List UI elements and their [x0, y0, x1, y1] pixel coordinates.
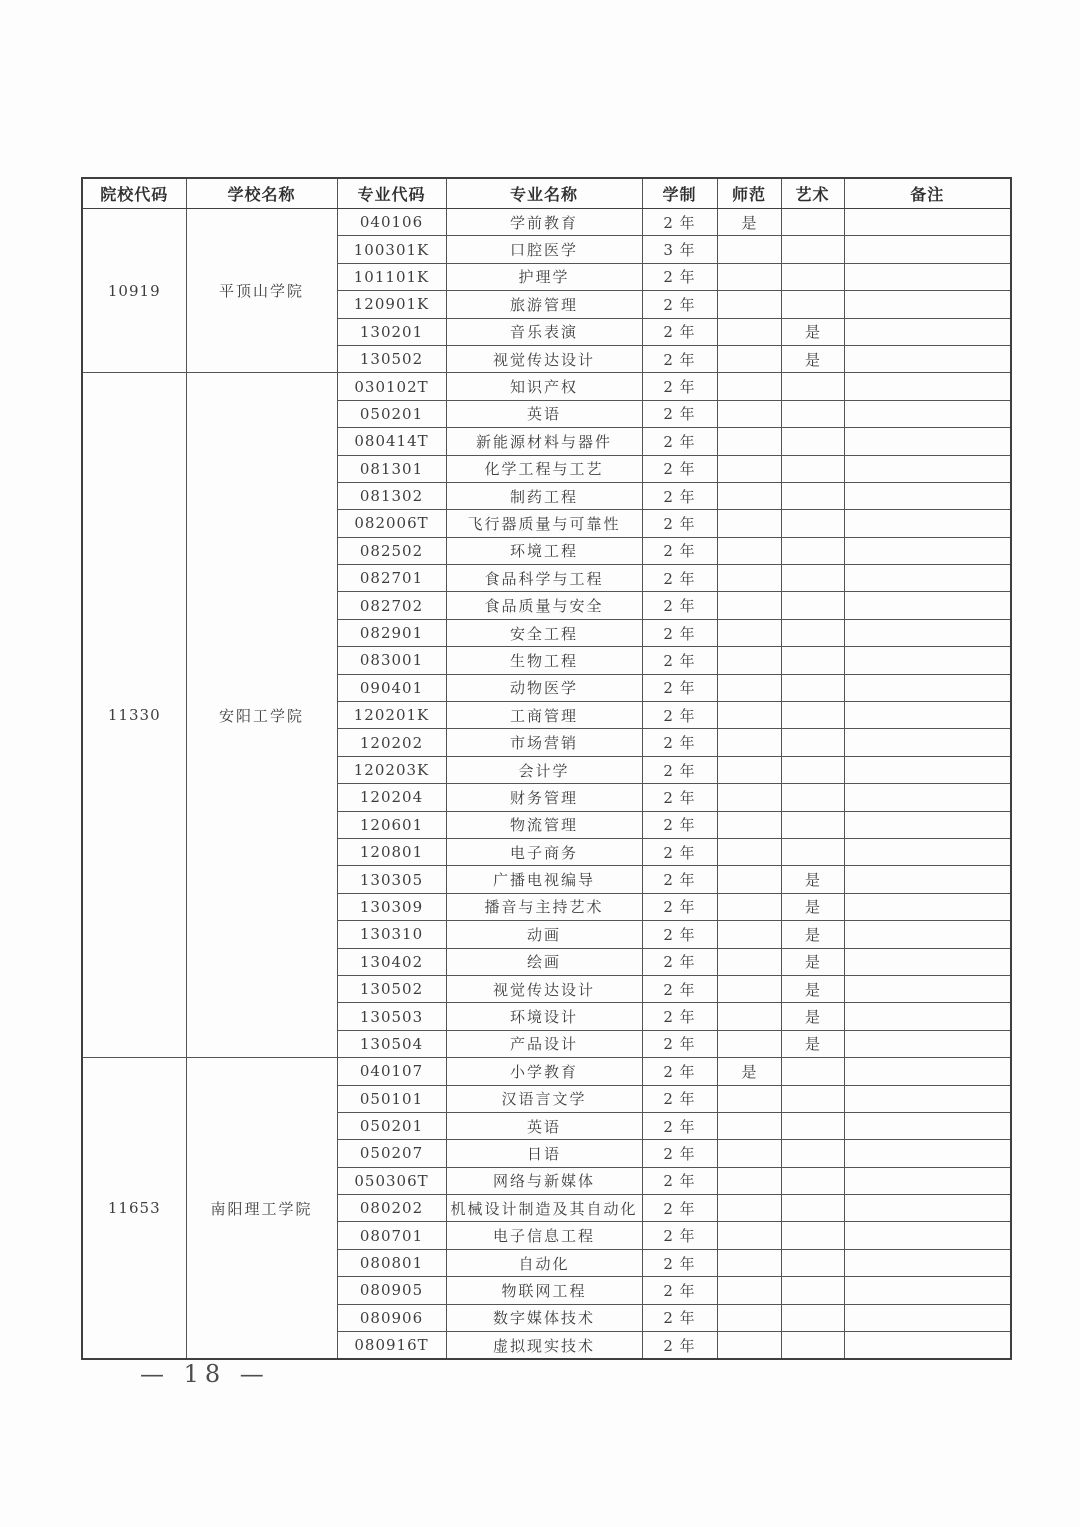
major-code-cell: 050201	[337, 400, 446, 427]
duration-cell: 2 年	[642, 811, 717, 838]
duration-cell: 2 年	[642, 373, 717, 400]
duration-cell: 2 年	[642, 455, 717, 482]
normal-flag-cell	[717, 1222, 781, 1249]
remark-cell	[844, 510, 1011, 537]
duration-cell: 2 年	[642, 1058, 717, 1085]
art-flag-cell	[781, 1304, 844, 1331]
major-name-cell: 口腔医学	[446, 236, 642, 263]
duration-cell: 2 年	[642, 428, 717, 455]
remark-cell	[844, 209, 1011, 236]
normal-flag-cell	[717, 428, 781, 455]
duration-cell: 2 年	[642, 263, 717, 290]
normal-flag-cell	[717, 592, 781, 619]
art-flag-cell	[781, 428, 844, 455]
duration-cell: 2 年	[642, 291, 717, 318]
major-name-cell: 食品科学与工程	[446, 565, 642, 592]
remark-cell	[844, 729, 1011, 756]
duration-cell: 2 年	[642, 948, 717, 975]
art-flag-cell	[781, 674, 844, 701]
duration-cell: 2 年	[642, 345, 717, 372]
major-code-cell: 080905	[337, 1277, 446, 1304]
remark-cell	[844, 1112, 1011, 1139]
major-code-cell: 082701	[337, 565, 446, 592]
header-art: 艺术	[781, 178, 844, 209]
major-name-cell: 播音与主持艺术	[446, 893, 642, 920]
major-name-cell: 动物医学	[446, 674, 642, 701]
major-code-cell: 050306T	[337, 1167, 446, 1194]
major-name-cell: 护理学	[446, 263, 642, 290]
major-name-cell: 制药工程	[446, 482, 642, 509]
remark-cell	[844, 838, 1011, 865]
remark-cell	[844, 784, 1011, 811]
duration-cell: 2 年	[642, 674, 717, 701]
normal-flag-cell	[717, 619, 781, 646]
major-code-cell: 120203K	[337, 756, 446, 783]
major-code-cell: 120601	[337, 811, 446, 838]
admissions-table	[81, 177, 1012, 1360]
normal-flag-cell	[717, 1249, 781, 1276]
major-code-cell: 082006T	[337, 510, 446, 537]
art-flag-cell	[781, 482, 844, 509]
duration-cell: 2 年	[642, 729, 717, 756]
duration-cell: 2 年	[642, 1304, 717, 1331]
art-flag-cell	[781, 537, 844, 564]
duration-cell: 2 年	[642, 537, 717, 564]
normal-flag-cell	[717, 702, 781, 729]
normal-flag-cell	[717, 510, 781, 537]
major-code-cell: 050101	[337, 1085, 446, 1112]
art-flag-cell	[781, 1195, 844, 1222]
art-flag-cell	[781, 838, 844, 865]
major-name-cell: 音乐表演	[446, 318, 642, 345]
duration-cell: 2 年	[642, 482, 717, 509]
major-name-cell: 食品质量与安全	[446, 592, 642, 619]
major-code-cell: 120901K	[337, 291, 446, 318]
major-name-cell: 知识产权	[446, 373, 642, 400]
art-flag-cell	[781, 647, 844, 674]
major-code-cell: 100301K	[337, 236, 446, 263]
duration-cell: 2 年	[642, 1277, 717, 1304]
major-code-cell: 080414T	[337, 428, 446, 455]
major-name-cell: 视觉传达设计	[446, 975, 642, 1002]
remark-cell	[844, 291, 1011, 318]
major-code-cell: 130309	[337, 893, 446, 920]
normal-flag-cell	[717, 975, 781, 1002]
normal-flag-cell	[717, 565, 781, 592]
duration-cell: 2 年	[642, 619, 717, 646]
major-name-cell: 自动化	[446, 1249, 642, 1276]
normal-flag-cell	[717, 866, 781, 893]
remark-cell	[844, 619, 1011, 646]
art-flag-cell	[781, 209, 844, 236]
major-code-cell: 080906	[337, 1304, 446, 1331]
duration-cell: 2 年	[642, 592, 717, 619]
duration-cell: 2 年	[642, 838, 717, 865]
major-code-cell: 050207	[337, 1140, 446, 1167]
art-flag-cell	[781, 1222, 844, 1249]
art-flag-cell	[781, 1112, 844, 1139]
major-code-cell: 120202	[337, 729, 446, 756]
duration-cell: 2 年	[642, 1167, 717, 1194]
major-code-cell: 082502	[337, 537, 446, 564]
major-code-cell: 081302	[337, 482, 446, 509]
header-school-name: 学校名称	[186, 178, 337, 209]
remark-cell	[844, 318, 1011, 345]
art-flag-cell	[781, 1085, 844, 1112]
major-code-cell: 130305	[337, 866, 446, 893]
remark-cell	[844, 1030, 1011, 1057]
remark-cell	[844, 1195, 1011, 1222]
art-flag-cell	[781, 702, 844, 729]
remark-cell	[844, 975, 1011, 1002]
art-flag-cell: 是	[781, 866, 844, 893]
duration-cell: 2 年	[642, 318, 717, 345]
normal-flag-cell	[717, 948, 781, 975]
major-name-cell: 新能源材料与器件	[446, 428, 642, 455]
normal-flag-cell	[717, 1140, 781, 1167]
major-code-cell: 130502	[337, 345, 446, 372]
major-name-cell: 小学教育	[446, 1058, 642, 1085]
art-flag-cell	[781, 236, 844, 263]
major-name-cell: 财务管理	[446, 784, 642, 811]
art-flag-cell	[781, 1277, 844, 1304]
art-flag-cell	[781, 373, 844, 400]
normal-flag-cell	[717, 291, 781, 318]
art-flag-cell	[781, 1058, 844, 1085]
duration-cell: 2 年	[642, 784, 717, 811]
major-code-cell: 130310	[337, 921, 446, 948]
art-flag-cell: 是	[781, 893, 844, 920]
art-flag-cell: 是	[781, 318, 844, 345]
normal-flag-cell	[717, 455, 781, 482]
art-flag-cell	[781, 1167, 844, 1194]
normal-flag-cell	[717, 674, 781, 701]
art-flag-cell	[781, 1140, 844, 1167]
major-name-cell: 环境设计	[446, 1003, 642, 1030]
remark-cell	[844, 1304, 1011, 1331]
normal-flag-cell	[717, 400, 781, 427]
major-name-cell: 环境工程	[446, 537, 642, 564]
art-flag-cell	[781, 1249, 844, 1276]
table-row	[82, 209, 1011, 236]
major-name-cell: 产品设计	[446, 1030, 642, 1057]
major-code-cell: 130502	[337, 975, 446, 1002]
school-code-cell: 11330	[82, 373, 186, 1058]
remark-cell	[844, 345, 1011, 372]
duration-cell: 2 年	[642, 1332, 717, 1360]
normal-flag-cell	[717, 647, 781, 674]
remark-cell	[844, 1058, 1011, 1085]
normal-flag-cell	[717, 537, 781, 564]
major-name-cell: 会计学	[446, 756, 642, 783]
major-name-cell: 日语	[446, 1140, 642, 1167]
major-name-cell: 网络与新媒体	[446, 1167, 642, 1194]
major-name-cell: 汉语言文学	[446, 1085, 642, 1112]
major-name-cell: 英语	[446, 1112, 642, 1139]
normal-flag-cell	[717, 1112, 781, 1139]
major-code-cell: 081301	[337, 455, 446, 482]
major-name-cell: 电子商务	[446, 838, 642, 865]
major-name-cell: 物联网工程	[446, 1277, 642, 1304]
remark-cell	[844, 236, 1011, 263]
normal-flag-cell	[717, 784, 781, 811]
duration-cell: 2 年	[642, 1112, 717, 1139]
duration-cell: 2 年	[642, 565, 717, 592]
art-flag-cell	[781, 400, 844, 427]
duration-cell: 2 年	[642, 209, 717, 236]
remark-cell	[844, 537, 1011, 564]
art-flag-cell: 是	[781, 948, 844, 975]
remark-cell	[844, 674, 1011, 701]
normal-flag-cell	[717, 1030, 781, 1057]
duration-cell: 2 年	[642, 647, 717, 674]
major-name-cell: 飞行器质量与可靠性	[446, 510, 642, 537]
normal-flag-cell	[717, 345, 781, 372]
page-number: — 18 —	[140, 1360, 270, 1388]
major-name-cell: 英语	[446, 400, 642, 427]
normal-flag-cell	[717, 1195, 781, 1222]
art-flag-cell	[781, 756, 844, 783]
header-remark: 备注	[844, 178, 1011, 209]
art-flag-cell: 是	[781, 345, 844, 372]
normal-flag-cell	[717, 921, 781, 948]
major-name-cell: 物流管理	[446, 811, 642, 838]
art-flag-cell: 是	[781, 1030, 844, 1057]
major-code-cell: 130504	[337, 1030, 446, 1057]
normal-flag-cell: 是	[717, 209, 781, 236]
table-row	[82, 373, 1011, 400]
normal-flag-cell	[717, 1277, 781, 1304]
header-normal: 师范	[717, 178, 781, 209]
art-flag-cell	[781, 565, 844, 592]
admissions-table-body	[82, 209, 1011, 1360]
remark-cell	[844, 592, 1011, 619]
duration-cell: 2 年	[642, 1249, 717, 1276]
header-school-code: 院校代码	[82, 178, 186, 209]
header-major-code: 专业代码	[337, 178, 446, 209]
normal-flag-cell	[717, 893, 781, 920]
major-name-cell: 数字媒体技术	[446, 1304, 642, 1331]
school-code-cell: 11653	[82, 1058, 186, 1360]
table-header-row	[82, 178, 1011, 209]
remark-cell	[844, 921, 1011, 948]
major-code-cell: 083001	[337, 647, 446, 674]
duration-cell: 2 年	[642, 756, 717, 783]
remark-cell	[844, 1249, 1011, 1276]
remark-cell	[844, 565, 1011, 592]
major-name-cell: 广播电视编导	[446, 866, 642, 893]
remark-cell	[844, 1085, 1011, 1112]
remark-cell	[844, 948, 1011, 975]
major-name-cell: 学前教育	[446, 209, 642, 236]
major-code-cell: 080801	[337, 1249, 446, 1276]
normal-flag-cell	[717, 1003, 781, 1030]
remark-cell	[844, 866, 1011, 893]
normal-flag-cell	[717, 811, 781, 838]
remark-cell	[844, 647, 1011, 674]
duration-cell: 2 年	[642, 1222, 717, 1249]
remark-cell	[844, 263, 1011, 290]
normal-flag-cell	[717, 838, 781, 865]
duration-cell: 3 年	[642, 236, 717, 263]
art-flag-cell: 是	[781, 921, 844, 948]
art-flag-cell	[781, 510, 844, 537]
duration-cell: 2 年	[642, 510, 717, 537]
school-name-cell: 安阳工学院	[186, 373, 337, 1058]
school-name-cell: 平顶山学院	[186, 209, 337, 373]
major-code-cell: 120201K	[337, 702, 446, 729]
normal-flag-cell	[717, 1304, 781, 1331]
normal-flag-cell	[717, 236, 781, 263]
table-row	[82, 1058, 1011, 1085]
remark-cell	[844, 455, 1011, 482]
major-name-cell: 安全工程	[446, 619, 642, 646]
art-flag-cell	[781, 291, 844, 318]
major-name-cell: 市场营销	[446, 729, 642, 756]
school-code-cell: 10919	[82, 209, 186, 373]
normal-flag-cell	[717, 1332, 781, 1360]
normal-flag-cell	[717, 482, 781, 509]
art-flag-cell	[781, 1332, 844, 1360]
major-code-cell: 130201	[337, 318, 446, 345]
header-major-name: 专业名称	[446, 178, 642, 209]
remark-cell	[844, 428, 1011, 455]
school-name-cell: 南阳理工学院	[186, 1058, 337, 1360]
remark-cell	[844, 482, 1011, 509]
remark-cell	[844, 1167, 1011, 1194]
duration-cell: 2 年	[642, 893, 717, 920]
duration-cell: 2 年	[642, 1085, 717, 1112]
remark-cell	[844, 811, 1011, 838]
major-name-cell: 虚拟现实技术	[446, 1332, 642, 1360]
normal-flag-cell	[717, 729, 781, 756]
art-flag-cell	[781, 455, 844, 482]
major-code-cell: 130503	[337, 1003, 446, 1030]
major-code-cell: 080916T	[337, 1332, 446, 1360]
remark-cell	[844, 756, 1011, 783]
major-code-cell: 040107	[337, 1058, 446, 1085]
duration-cell: 2 年	[642, 1140, 717, 1167]
normal-flag-cell	[717, 373, 781, 400]
art-flag-cell	[781, 263, 844, 290]
normal-flag-cell	[717, 263, 781, 290]
major-name-cell: 电子信息工程	[446, 1222, 642, 1249]
art-flag-cell	[781, 619, 844, 646]
duration-cell: 2 年	[642, 400, 717, 427]
duration-cell: 2 年	[642, 866, 717, 893]
major-code-cell: 090401	[337, 674, 446, 701]
major-name-cell: 工商管理	[446, 702, 642, 729]
normal-flag-cell: 是	[717, 1058, 781, 1085]
normal-flag-cell	[717, 318, 781, 345]
remark-cell	[844, 893, 1011, 920]
major-code-cell: 082901	[337, 619, 446, 646]
major-name-cell: 绘画	[446, 948, 642, 975]
duration-cell: 2 年	[642, 1003, 717, 1030]
remark-cell	[844, 373, 1011, 400]
major-code-cell: 120801	[337, 838, 446, 865]
art-flag-cell: 是	[781, 975, 844, 1002]
major-code-cell: 082702	[337, 592, 446, 619]
major-code-cell: 080701	[337, 1222, 446, 1249]
major-code-cell: 120204	[337, 784, 446, 811]
art-flag-cell	[781, 811, 844, 838]
header-duration: 学制	[642, 178, 717, 209]
remark-cell	[844, 1222, 1011, 1249]
duration-cell: 2 年	[642, 975, 717, 1002]
art-flag-cell	[781, 592, 844, 619]
major-code-cell: 080202	[337, 1195, 446, 1222]
major-name-cell: 旅游管理	[446, 291, 642, 318]
major-name-cell: 生物工程	[446, 647, 642, 674]
duration-cell: 2 年	[642, 1030, 717, 1057]
normal-flag-cell	[717, 756, 781, 783]
major-name-cell: 化学工程与工艺	[446, 455, 642, 482]
major-code-cell: 130402	[337, 948, 446, 975]
remark-cell	[844, 702, 1011, 729]
remark-cell	[844, 1277, 1011, 1304]
major-code-cell: 050201	[337, 1112, 446, 1139]
remark-cell	[844, 400, 1011, 427]
major-name-cell: 机械设计制造及其自动化	[446, 1195, 642, 1222]
duration-cell: 2 年	[642, 702, 717, 729]
art-flag-cell	[781, 729, 844, 756]
remark-cell	[844, 1140, 1011, 1167]
major-code-cell: 040106	[337, 209, 446, 236]
remark-cell	[844, 1332, 1011, 1360]
major-name-cell: 视觉传达设计	[446, 345, 642, 372]
normal-flag-cell	[717, 1085, 781, 1112]
duration-cell: 2 年	[642, 921, 717, 948]
major-code-cell: 030102T	[337, 373, 446, 400]
duration-cell: 2 年	[642, 1195, 717, 1222]
art-flag-cell	[781, 784, 844, 811]
art-flag-cell: 是	[781, 1003, 844, 1030]
major-name-cell: 动画	[446, 921, 642, 948]
normal-flag-cell	[717, 1167, 781, 1194]
remark-cell	[844, 1003, 1011, 1030]
major-code-cell: 101101K	[337, 263, 446, 290]
